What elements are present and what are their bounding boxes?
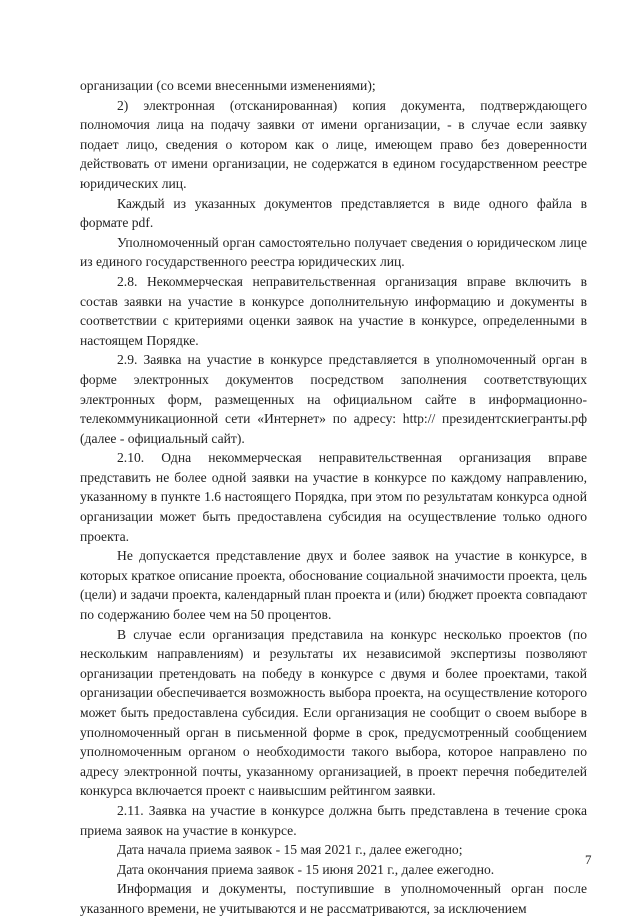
page-number: 7 bbox=[585, 852, 592, 867]
paragraph-2-9: 2.9. Заявка на участие в конкурсе представляется в уполномоченный орган в форме электронных документов посредством заполнения соответствующих электронных форм, размещенных на официальном сайте в информационно-телекоммуникационной сети «Интернет» по адресу: http:// президентскиегранты.рф (далее - официальный сайт). bbox=[80, 352, 587, 446]
paragraph-duplicate-applications: Не допускается представление двух и более заявок на участие в конкурсе, в которых краткое описание проекта, обоснование социальной значимости проекта, цель (цели) и задачи проекта, календарный план проекта и (или) бюджет проекта совпадают по содержанию более чем на 50 процентов. bbox=[80, 548, 587, 623]
paragraph-start-date: Дата начала приема заявок - 15 мая 2021 г., далее ежегодно; bbox=[117, 842, 463, 858]
paragraph-egrul: Уполномоченный орган самостоятельно получает сведения о юридическом лице из единого государственного реестра юридических лиц. bbox=[80, 234, 587, 270]
paragraph-2-8: 2.8. Некоммерческая неправительственная организация вправе включить в состав заявки на участие в конкурсе дополнительную информацию и документы в соответствии с критериями оценки заявок на участие в конкурсе, определенными в настоящем Порядке. bbox=[80, 273, 587, 348]
paragraph-multiple-projects: В случае если организация представила на конкурс несколько проектов (по нескольким направлениям) и результаты их независимой экспертизы позволяют организации претендовать на победу в конкурсе с двумя и более проектами, такой организации обеспечивается возможность выбора проекта, на осуществление которого может быть предоставлена субсидия. Если организация не сообщит о своем выборе в уполномоченный орган в письменной форме в срок, предусмотренный сообщением уполномоченным органом о необходимости такого выбора, которое направлено по адресу электронной почты, указанному организацией, в проект перечня победителей конкурса включается проект с наивысшим рейтингом заявки. bbox=[80, 626, 587, 799]
paragraph-late-documents: Информация и документы, поступившие в уполномоченный орган после указанного времени, не учитываются и не рассматриваются, за исключением bbox=[80, 881, 587, 916]
document-body bbox=[80, 76, 587, 919]
paragraph-continuation: организации (со всеми внесенными изменениями); bbox=[80, 78, 376, 93]
paragraph-pdf-format: Каждый из указанных документов представляется в виде одного файла в формате pdf. bbox=[80, 195, 587, 231]
paragraph-end-date: Дата окончания приема заявок - 15 июня 2021 г., далее ежегодно. bbox=[117, 861, 495, 877]
paragraph-item-2: 2) электронная (отсканированная) копия документа, подтверждающего полномочия лица на подачу заявки от имени организации, - в случае если заявку подает лицо, сведения о котором как о лице, имеющем право без доверенности действовать от имени организации, не содержатся в едином государственном реестре юридических лиц. bbox=[80, 97, 587, 191]
paragraph-2-10: 2.10. Одна некоммерческая неправительственная организация вправе представить не более одной заявки на участие в конкурсе по каждому направлению, указанному в пункте 1.6 настоящего Порядка, при этом по результатам конкурса одной организации может быть предоставлена субсидия на осуществление только одного проекта. bbox=[80, 450, 587, 544]
paragraph-2-11: 2.11. Заявка на участие в конкурсе должна быть представлена в течение срока приема заявок на участие в конкурсе. bbox=[80, 802, 587, 838]
